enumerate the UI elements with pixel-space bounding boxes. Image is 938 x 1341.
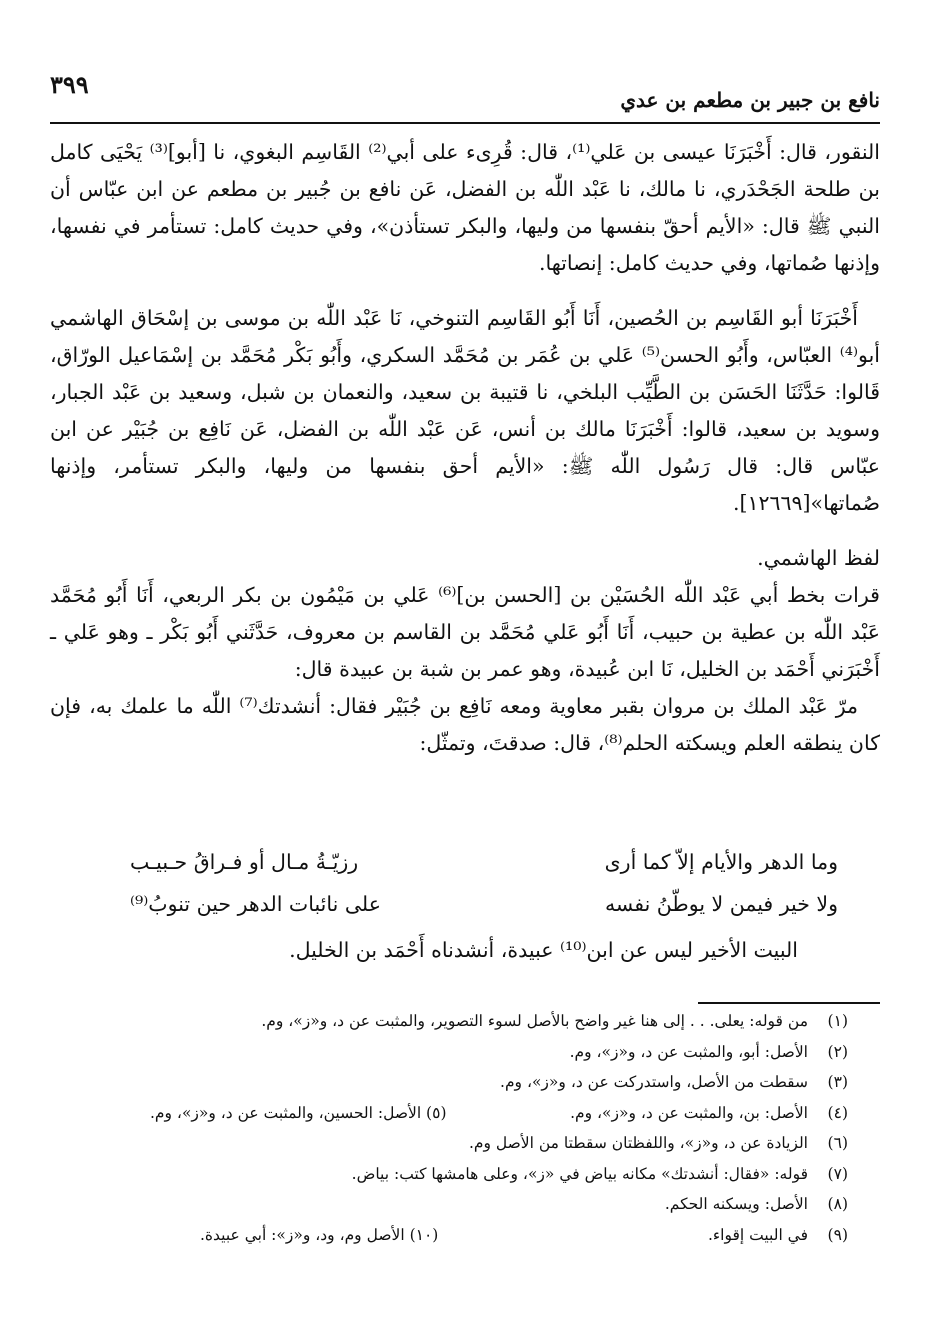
paragraph-2: أَخْبَرَنَا أبو القَاسِم بن الحُصين، أَنَا أَبُو القَاسِم التنوخي، نَا عَبْد اللّٰه بن موسى بن إسْحَاق الهاشمي أبو⁽⁴⁾ العبّاس، وأَبُو الحسن⁽⁵⁾ عَلي بن عُمَر بن مُحَمَّد السكري، وأَبُو بَكْر مُحَمَّد بن إسْمَاعيل الورّاق، قَالوا: حَدَّثَنَا الحَسَن بن الطَّيِّب البلخي، نا قتيبة بن سعيد، والنعمان بن شبل، وسعيد بن عَبْد الجبار، وسويد بن سعيد، قالوا: أَخْبَرَنَا مالك بن أنس، عَن عَبْد اللّٰه بن الفضل، عَن نَافِع بن جُبَيْر عن ابن عبّاس قال: قال رَسُول اللّٰه ﷺ: «الأيم أحق بنفسها من وليها، والبكر تستأمر، وإذنها صُماتها»[١٢٦٦٩]. — [50, 306, 880, 515]
running-title: نافع بن جبير بن مطعم بن عدي — [620, 88, 880, 112]
footnote: (٦)الزيادة عن د، و«ز»، واللفظتان سقطتا من الأصل وم. — [468, 1134, 848, 1152]
footnote-rule — [698, 1002, 880, 1004]
verse-1-first-hemistich: وما الدهر والأيام إلاّ كما أرى — [604, 850, 838, 874]
paragraph-3: لفظ الهاشمي. — [757, 546, 880, 570]
verse-2 — [130, 892, 838, 934]
footnote-secondary: (١٠) الأصل وم، ود، و«ز»: أبي عبيدة. — [200, 1225, 439, 1244]
paragraph-1: النقور، قال: أَخْبَرَنَا عيسى بن عَلي⁽¹⁾، قال: قُرِىء على أبي⁽²⁾ القَاسِم البغوي، نا [أبو]⁽³⁾ يَحْيَى كامل بن طلحة الجَحْدَري، نا مالك، نا عَبْد اللّٰه بن الفضل، عَن نافع بن جُبير بن مطعم عن ابن عبّاس أن النبي ﷺ قال: «الأيم أحقّ بنفسها من وليها، والبكر تستأذن»، وفي حديث كامل: تستأمر في نفسها، وإذنها صُماتها، وفي حديث كامل: إنصاتها. — [50, 140, 880, 275]
paragraph-5: مرّ عَبْد الملك بن مروان بقبر معاوية ومعه نَافِع بن جُبَيْر فقال: أنشدتك⁽⁷⁾ اللّٰه ما علمك به، فإن كان ينطقه العلم ويسكته الحلم⁽⁸⁾، قال: صدقتَ، وتمثّل: — [50, 694, 880, 755]
footnote: (٧)قوله: «فقال: أنشدتك» مكانه بياض في «ز»، وعلى هامشها كتب: بياض. — [351, 1164, 848, 1183]
footnote: (٨)الأصل: ويسكنه الحكم. — [664, 1195, 848, 1213]
verse-1 — [130, 850, 838, 892]
header-rule — [50, 122, 880, 124]
footnote: (١)من قوله: يعلى. . . إلى هنا غير واضح بالأصل لسوء التصوير، والمثبت عن د، و«ز»، وم. — [261, 1012, 848, 1030]
verse-2-first-hemistich: ولا خير فيمن لا يوطّنُ نفسه — [604, 892, 838, 916]
page-header — [50, 60, 880, 110]
footnote: (٩)في البيت إقواء. (١٠) الأصل وم، ود، و«ز»: أبي عبيدة. — [200, 1225, 848, 1244]
poem — [130, 850, 838, 934]
main-text — [50, 134, 880, 762]
footnote: (٤)الأصل: بن، والمثبت عن د، و«ز»، وم. (٥) الأصل: الحسين، والمثبت عن د، و«ز»، وم. — [150, 1103, 848, 1122]
closing-line: البيت الأخير ليس عن ابن⁽¹⁰⁾ عبيدة، أنشدناه أَحْمَد بن الخليل. — [289, 938, 798, 962]
verse-2-second-hemistich: على نائبات الدهر حين تنوبُ⁽⁹⁾ — [130, 892, 381, 916]
footnote: (٢)الأصل: أبو، والمثبت عن د، و«ز»، وم. — [569, 1042, 848, 1061]
verse-1-second-hemistich: رزيّـةُ مـال أو فـراقُ حـبيـب — [130, 850, 359, 874]
footnotes — [50, 1012, 848, 1256]
footnote-secondary: (٥) الأصل: الحسين، والمثبت عن د، و«ز»، وم. — [150, 1103, 447, 1122]
paragraph-4: قرات بخط أبي عَبْد اللّٰه الحُسَيْن بن [الحسن بن]⁽⁶⁾ عَلي بن مَيْمُون بن بكر الربعي، أَنَا أَبُو مُحَمَّد عَبْد اللّٰه بن عطية بن حبيب، أَنَا أَبُو عَلي مُحَمَّد بن القاسم بن معروف، حَدَّثَني أَبُو بَكْر ـ وهو عَلي ـ أَخْبَرَني أَحْمَد بن الخليل، نَا ابن عُبيدة، وهو عمر بن شبة بن عبيدة قال: — [50, 583, 880, 681]
footnote: (٣)سقطت من الأصل، واستدركت عن د، و«ز»، وم. — [500, 1073, 848, 1091]
page-number: ٣٩٩ — [50, 70, 89, 99]
